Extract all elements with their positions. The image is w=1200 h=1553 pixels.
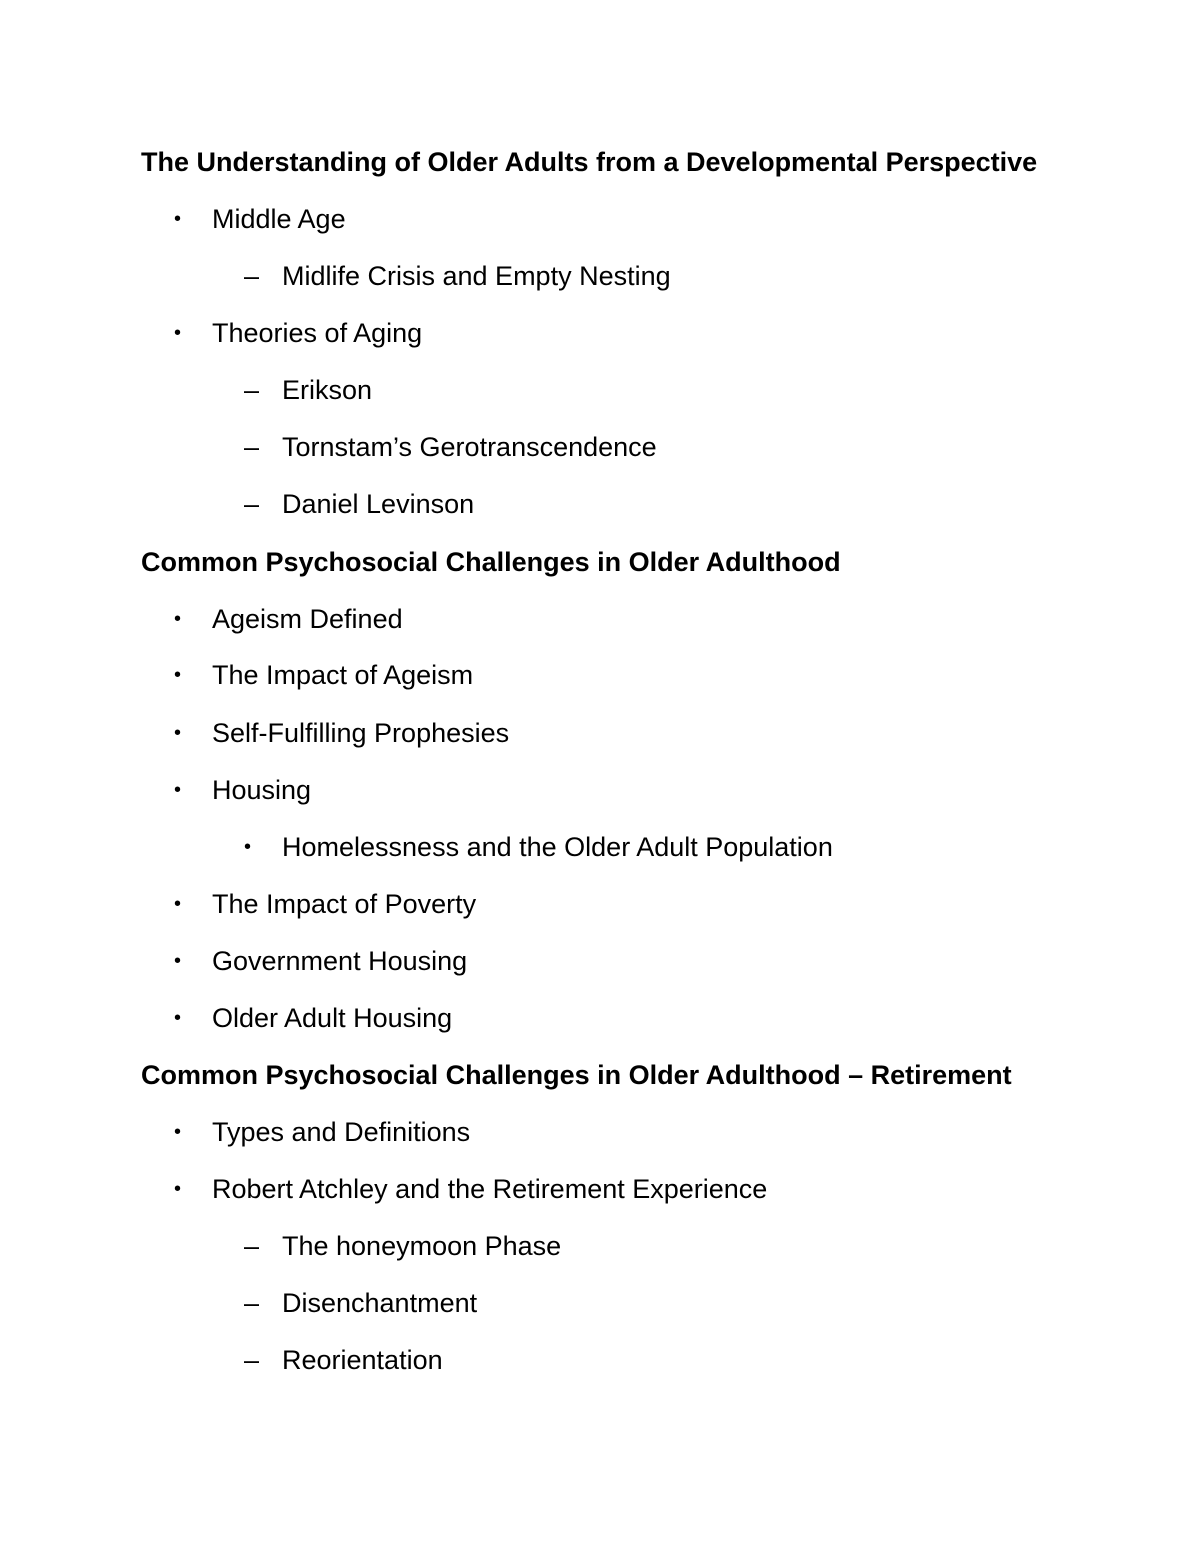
bullet-marker: • xyxy=(174,608,182,630)
list-item xyxy=(244,370,372,410)
list-item-text: Theories of Aging xyxy=(212,318,423,348)
list-item-text: Daniel Levinson xyxy=(282,489,475,519)
list-item-text: Government Housing xyxy=(212,946,468,976)
list-item xyxy=(244,484,474,524)
bullet-marker: • xyxy=(174,208,182,230)
list-item-text: Homelessness and the Older Adult Population xyxy=(282,832,833,862)
list-item xyxy=(174,1112,470,1152)
list-item xyxy=(174,941,467,981)
dash-marker: – xyxy=(244,261,260,291)
list-item xyxy=(174,998,452,1038)
list-item-text: Robert Atchley and the Retirement Experience xyxy=(212,1174,768,1204)
list-item-text: Tornstam’s Gerotranscendence xyxy=(282,432,657,462)
list-item-text: Disenchantment xyxy=(282,1288,478,1318)
list-item xyxy=(174,599,403,639)
dash-marker: – xyxy=(244,432,260,462)
section-heading: The Understanding of Older Adults from a Developmental Perspective xyxy=(141,147,1038,177)
list-item-text: Older Adult Housing xyxy=(212,1003,453,1033)
list-item-text: Types and Definitions xyxy=(212,1117,471,1147)
bullet-marker: • xyxy=(174,779,182,801)
list-item xyxy=(174,199,346,239)
list-item-text: Middle Age xyxy=(212,204,346,234)
list-item xyxy=(174,1169,767,1209)
bullet-marker: • xyxy=(174,1007,182,1029)
bullet-marker: • xyxy=(174,322,182,344)
dash-marker: – xyxy=(244,489,260,519)
list-item xyxy=(244,1340,443,1380)
dash-marker: – xyxy=(244,1231,260,1261)
list-item-text: The Impact of Ageism xyxy=(212,660,474,690)
list-item xyxy=(244,256,671,296)
list-item-text: Ageism Defined xyxy=(212,604,403,634)
list-item xyxy=(174,655,473,695)
list-item-text: Midlife Crisis and Empty Nesting xyxy=(282,261,671,291)
bullet-marker: • xyxy=(174,950,182,972)
dash-marker: – xyxy=(244,375,260,405)
bullet-marker: • xyxy=(174,722,182,744)
bullet-marker: • xyxy=(174,893,182,915)
list-item-text: The honeymoon Phase xyxy=(282,1231,562,1261)
dash-marker: – xyxy=(244,1288,260,1318)
list-item xyxy=(244,1283,477,1323)
list-item-text: Reorientation xyxy=(282,1345,443,1375)
list-item-text: The Impact of Poverty xyxy=(212,889,477,919)
list-item-text: Self-Fulfilling Prophesies xyxy=(212,718,510,748)
bullet-marker: • xyxy=(244,836,252,858)
list-item xyxy=(174,770,311,810)
section-heading: Common Psychosocial Challenges in Older Adulthood – Retirement xyxy=(141,1060,1012,1090)
list-item-text: Housing xyxy=(212,775,312,805)
bullet-marker: • xyxy=(174,1178,182,1200)
list-item xyxy=(244,827,833,867)
bullet-marker: • xyxy=(174,664,182,686)
dash-marker: – xyxy=(244,1345,260,1375)
list-item xyxy=(174,713,509,753)
bullet-marker: • xyxy=(174,1121,182,1143)
section-heading: Common Psychosocial Challenges in Older Adulthood xyxy=(141,547,841,577)
list-item xyxy=(174,313,422,353)
list-item xyxy=(244,1226,561,1266)
list-item xyxy=(244,427,657,467)
list-item-text: Erikson xyxy=(282,375,373,405)
list-item xyxy=(174,884,476,924)
